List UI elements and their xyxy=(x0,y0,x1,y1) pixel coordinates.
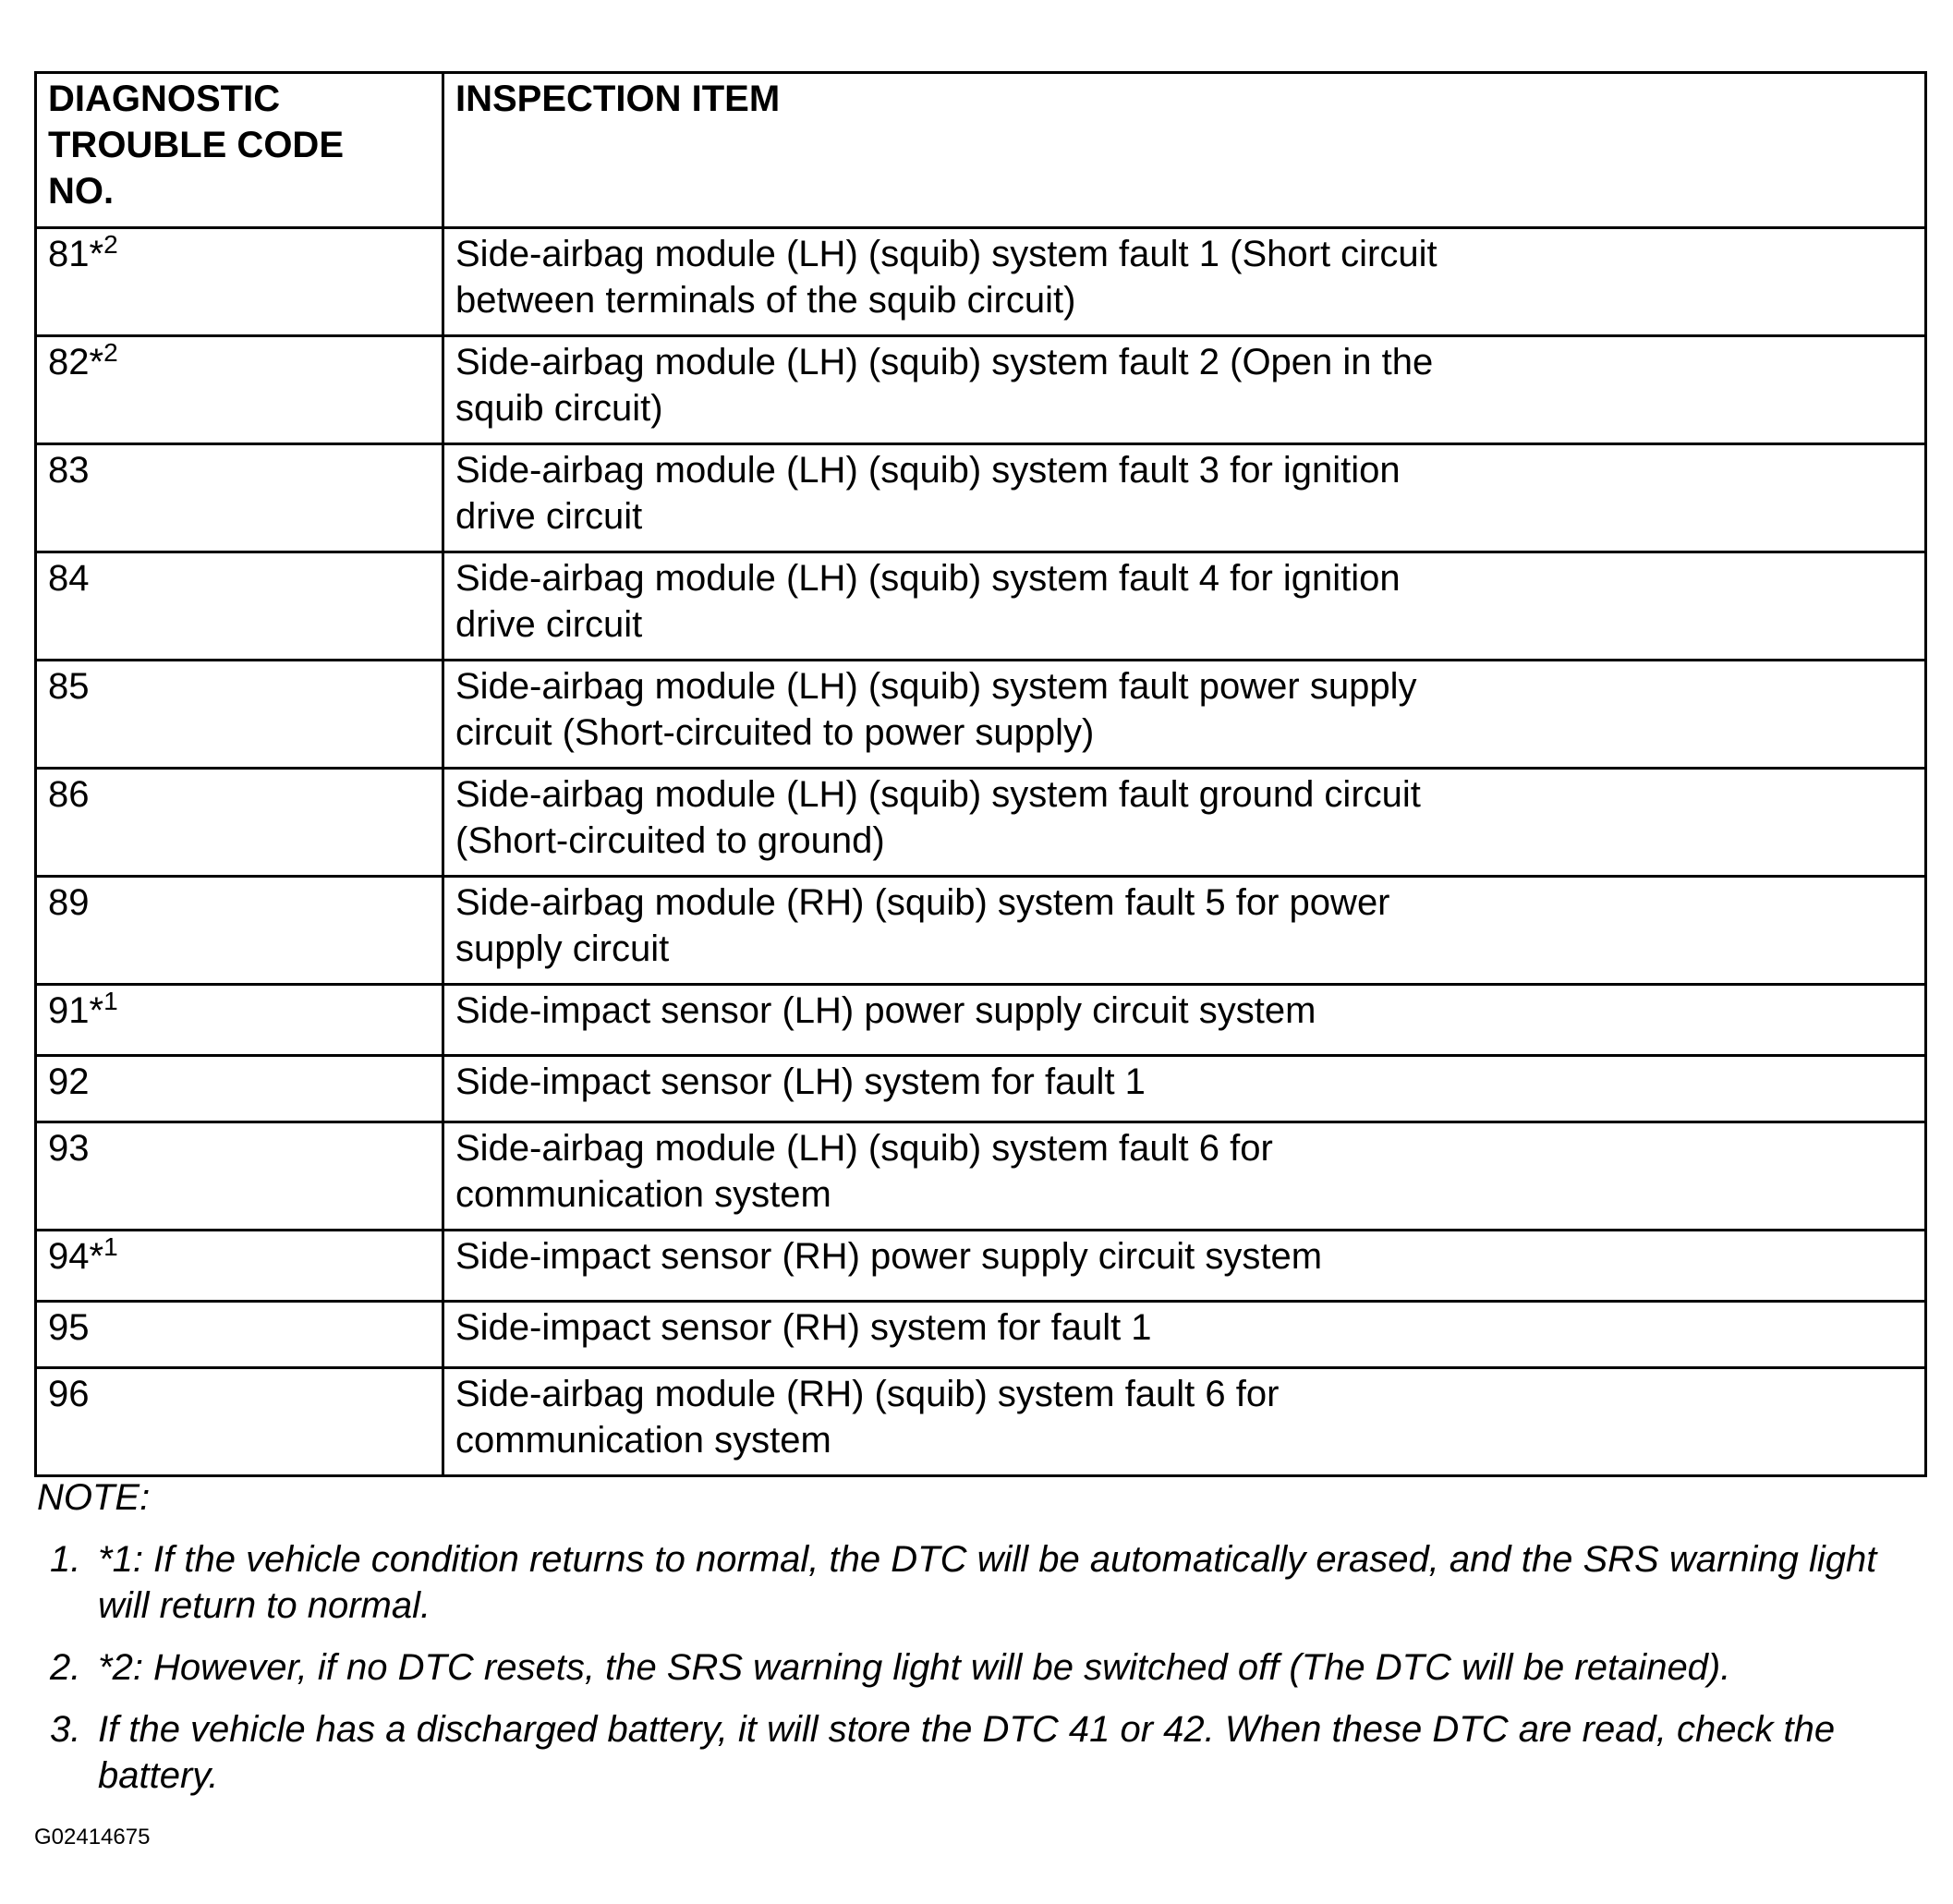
dtc-code-cell xyxy=(36,877,443,985)
inspection-item-line: Side-airbag module (LH) (squib) system fault 3 for ignition xyxy=(455,450,1401,491)
table-row xyxy=(36,661,1926,769)
note-item xyxy=(37,1706,1931,1799)
table-header-row xyxy=(36,73,1926,228)
inspection-item-cell xyxy=(443,444,1926,552)
inspection-item xyxy=(455,878,1527,972)
table-row xyxy=(36,877,1926,985)
note-number: 2. xyxy=(50,1647,81,1688)
dtc-code xyxy=(48,770,431,818)
figure-id: G02414675 xyxy=(34,1825,151,1849)
inspection-item xyxy=(455,1123,1527,1218)
dtc-code xyxy=(48,1231,431,1279)
table-row xyxy=(36,228,1926,336)
dtc-code-value: 84 xyxy=(48,558,90,599)
notes-list xyxy=(37,1536,1931,1799)
inspection-item-cell xyxy=(443,228,1926,336)
inspection-item-line: Side-airbag module (LH) (squib) system fault 4 for ignition xyxy=(455,558,1401,599)
dtc-code xyxy=(48,1369,431,1417)
table-row xyxy=(36,985,1926,1056)
inspection-item-line: Side-impact sensor (LH) system for fault 1 xyxy=(455,1061,1146,1102)
dtc-code-value: 81* xyxy=(48,234,104,274)
dtc-code-cell xyxy=(36,661,443,769)
note-reference: 1 xyxy=(103,987,118,1015)
dtc-code-cell xyxy=(36,1231,443,1302)
dtc-code xyxy=(48,878,431,926)
table-row xyxy=(36,336,1926,444)
table-row xyxy=(36,1302,1926,1368)
inspection-item-line: drive circuit xyxy=(455,496,643,537)
inspection-item-line: Side-impact sensor (RH) power supply circuit system xyxy=(455,1236,1323,1277)
dtc-code-cell xyxy=(36,769,443,877)
inspection-item-cell xyxy=(443,769,1926,877)
inspection-item-line: Side-airbag module (LH) (squib) system fault 2 (Open in the xyxy=(455,342,1434,382)
dtc-table xyxy=(34,71,1927,1477)
dtc-code xyxy=(48,1123,431,1171)
table-row xyxy=(36,1056,1926,1122)
inspection-item-line: Side-airbag module (LH) (squib) system fault 6 for xyxy=(455,1128,1273,1169)
note-item xyxy=(37,1536,1931,1629)
dtc-code-value: 83 xyxy=(48,450,90,491)
inspection-item-line: communication system xyxy=(455,1174,831,1215)
dtc-code-value: 95 xyxy=(48,1307,90,1348)
inspection-item-line: supply circuit xyxy=(455,928,670,969)
inspection-item-cell xyxy=(443,1368,1926,1476)
inspection-item-line: Side-impact sensor (LH) power supply circuit system xyxy=(455,990,1316,1031)
dtc-code-value: 92 xyxy=(48,1061,90,1102)
dtc-code-value: 85 xyxy=(48,666,90,707)
dtc-code-value: 86 xyxy=(48,774,90,815)
inspection-item-line: Side-airbag module (RH) (squib) system fault 5 for power xyxy=(455,882,1390,923)
inspection-item-cell xyxy=(443,336,1926,444)
dtc-code xyxy=(48,986,431,1034)
inspection-item-line: (Short-circuited to ground) xyxy=(455,820,885,861)
inspection-item xyxy=(455,770,1527,864)
header-code-line: TROUBLE CODE xyxy=(48,125,344,165)
dtc-code-cell xyxy=(36,1302,443,1368)
dtc-code xyxy=(48,553,431,601)
dtc-code-value: 96 xyxy=(48,1374,90,1414)
dtc-code-cell xyxy=(36,228,443,336)
inspection-item-cell xyxy=(443,552,1926,661)
dtc-code xyxy=(48,229,431,277)
dtc-code-cell xyxy=(36,1368,443,1476)
dtc-code-value: 94* xyxy=(48,1236,104,1277)
header-code xyxy=(36,73,443,228)
inspection-item-line: Side-airbag module (LH) (squib) system fault power supply xyxy=(455,666,1417,707)
dtc-code-value: 89 xyxy=(48,882,90,923)
inspection-item xyxy=(455,445,1527,540)
inspection-item-line: Side-impact sensor (RH) system for fault 1 xyxy=(455,1307,1152,1348)
dtc-code xyxy=(48,1057,431,1105)
inspection-item-cell xyxy=(443,985,1926,1056)
note-reference: 2 xyxy=(103,338,118,367)
inspection-item-line: circuit (Short-circuited to power supply) xyxy=(455,712,1095,753)
table-row xyxy=(36,1368,1926,1476)
notes-section xyxy=(37,1474,1931,1814)
header-code-line: DIAGNOSTIC xyxy=(48,79,281,119)
note-number: 3. xyxy=(50,1709,81,1750)
inspection-item-line: Side-airbag module (LH) (squib) system fault ground circuit xyxy=(455,774,1421,815)
dtc-code-value: 91* xyxy=(48,990,104,1031)
table-row xyxy=(36,444,1926,552)
inspection-item-cell xyxy=(443,1056,1926,1122)
inspection-item xyxy=(455,337,1527,431)
inspection-item xyxy=(455,661,1527,756)
note-text: *1: If the vehicle condition returns to normal, the DTC will be automatically erased, and the SRS warning light will return to normal. xyxy=(98,1539,1877,1626)
inspection-item xyxy=(455,1231,1527,1279)
dtc-code-cell xyxy=(36,552,443,661)
inspection-item-line: drive circuit xyxy=(455,604,643,645)
note-text: If the vehicle has a discharged battery, it will store the DTC 41 or 42. When these DTC are read, check the battery. xyxy=(98,1709,1836,1796)
inspection-item-cell xyxy=(443,877,1926,985)
dtc-code-cell xyxy=(36,336,443,444)
note-number: 1. xyxy=(50,1539,81,1580)
dtc-code-cell xyxy=(36,444,443,552)
note-reference: 2 xyxy=(103,230,118,259)
inspection-item-cell xyxy=(443,661,1926,769)
dtc-code xyxy=(48,661,431,709)
inspection-item xyxy=(455,553,1527,648)
table-row xyxy=(36,552,1926,661)
inspection-item-cell xyxy=(443,1122,1926,1231)
dtc-code xyxy=(48,1303,431,1351)
header-item-label: INSPECTION ITEM xyxy=(455,79,781,119)
notes-heading: NOTE: xyxy=(37,1477,151,1518)
inspection-item xyxy=(455,229,1527,323)
dtc-code-cell xyxy=(36,1122,443,1231)
inspection-item-line: between terminals of the squib circuit) xyxy=(455,280,1076,321)
dtc-code-cell xyxy=(36,985,443,1056)
inspection-item xyxy=(455,1303,1527,1351)
inspection-item-cell xyxy=(443,1302,1926,1368)
dtc-code-value: 82* xyxy=(48,342,104,382)
table-body xyxy=(36,228,1926,1476)
table-row xyxy=(36,1231,1926,1302)
note-item xyxy=(37,1644,1931,1691)
dtc-code-value: 93 xyxy=(48,1128,90,1169)
table-row xyxy=(36,769,1926,877)
inspection-item xyxy=(455,986,1527,1034)
inspection-item-line: Side-airbag module (LH) (squib) system fault 1 (Short circuit xyxy=(455,234,1437,274)
inspection-item xyxy=(455,1369,1527,1463)
dtc-code xyxy=(48,445,431,493)
table-row xyxy=(36,1122,1926,1231)
inspection-item-line: Side-airbag module (RH) (squib) system fault 6 for xyxy=(455,1374,1280,1414)
header-inspection-item xyxy=(443,73,1926,228)
dtc-code-cell xyxy=(36,1056,443,1122)
inspection-item xyxy=(455,1057,1527,1105)
header-code-line: NO. xyxy=(48,171,115,212)
dtc-code xyxy=(48,337,431,385)
inspection-item-cell xyxy=(443,1231,1926,1302)
note-reference: 1 xyxy=(103,1232,118,1261)
inspection-item-line: communication system xyxy=(455,1420,831,1461)
note-text: *2: However, if no DTC resets, the SRS warning light will be switched off (The DTC will be retained). xyxy=(98,1647,1731,1688)
inspection-item-line: squib circuit) xyxy=(455,388,663,429)
